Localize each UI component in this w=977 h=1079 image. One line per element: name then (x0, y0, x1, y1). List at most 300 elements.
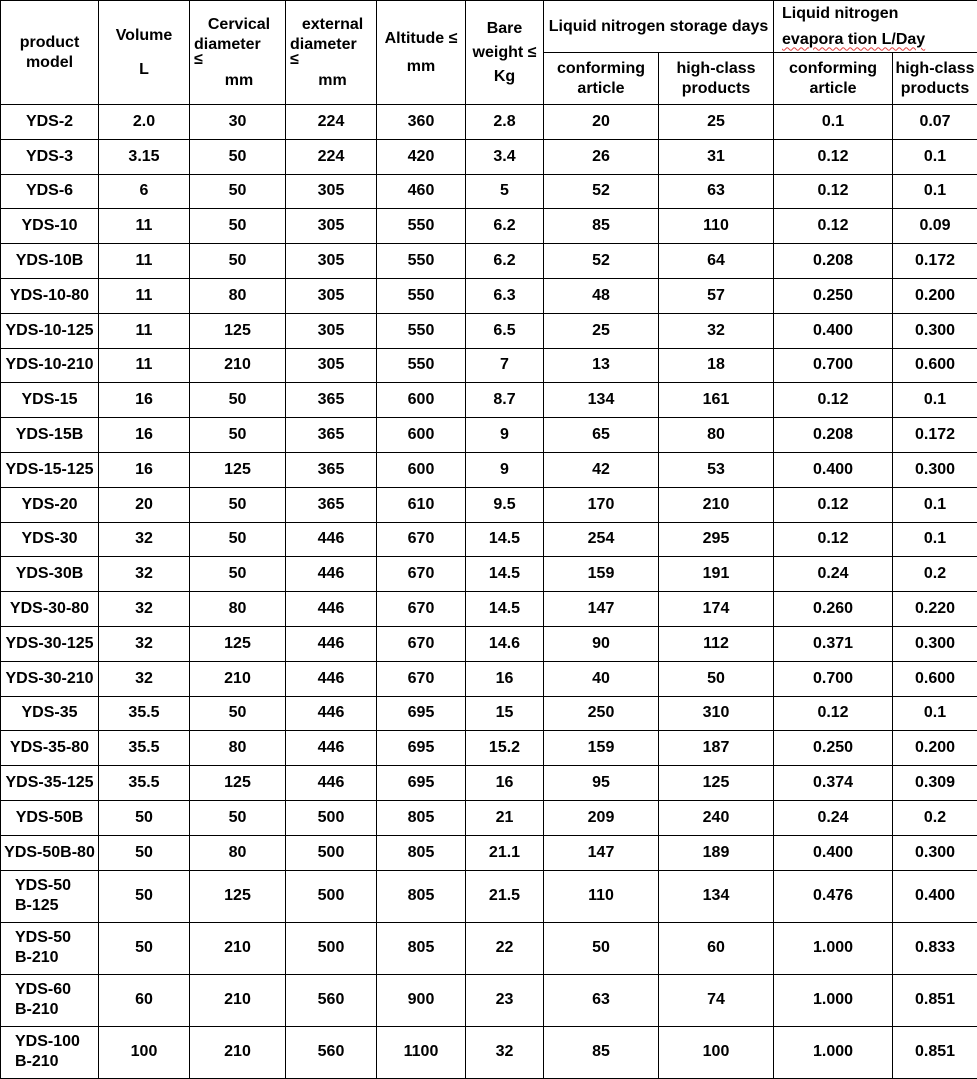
cell-weight: 9 (466, 418, 544, 453)
cell-evap-conforming: 0.400 (774, 452, 893, 487)
cell-cervical: 125 (190, 626, 286, 661)
cell-line: YDS-50 (15, 928, 97, 948)
cell-model: YDS-6 (1, 174, 99, 209)
cell-storage-high: 57 (659, 278, 774, 313)
cell-evap-conforming: 0.1 (774, 105, 893, 140)
cell-volume: 50 (99, 870, 190, 922)
cell-storage-conforming: 26 (544, 139, 659, 174)
cell-cervical: 50 (190, 209, 286, 244)
cell-external: 305 (286, 278, 377, 313)
table-row (1, 766, 977, 801)
cell-volume: 35.5 (99, 766, 190, 801)
cell-weight: 7 (466, 348, 544, 383)
cell-external: 305 (286, 209, 377, 244)
cell-storage-conforming: 250 (544, 696, 659, 731)
cell-evap-conforming: 0.208 (774, 418, 893, 453)
cell-evap-high: 0.07 (893, 105, 977, 140)
cell-model: YDS-30-80 (1, 592, 99, 627)
cell-evap-conforming: 0.12 (774, 383, 893, 418)
cell-storage-conforming: 110 (544, 870, 659, 922)
cell-evap-conforming: 0.12 (774, 487, 893, 522)
cell-evap-conforming: 0.12 (774, 522, 893, 557)
cell-cervical: 50 (190, 522, 286, 557)
cell-storage-conforming: 147 (544, 592, 659, 627)
cell-evap-high: 0.09 (893, 209, 977, 244)
cell-volume: 11 (99, 244, 190, 279)
table-row (1, 1026, 977, 1078)
cell-altitude: 420 (377, 139, 466, 174)
cell-storage-conforming: 40 (544, 661, 659, 696)
cell-model: YDS-3 (1, 139, 99, 174)
cell-storage-conforming: 85 (544, 209, 659, 244)
cell-external: 500 (286, 870, 377, 922)
cell-storage-high: 18 (659, 348, 774, 383)
cell-model: YDS-15B (1, 418, 99, 453)
cell-weight: 14.5 (466, 557, 544, 592)
cell-external: 446 (286, 766, 377, 801)
cell-weight: 16 (466, 661, 544, 696)
cell-model (1, 1026, 99, 1078)
cell-weight: 16 (466, 766, 544, 801)
cell-altitude: 600 (377, 418, 466, 453)
header-evaporation: Liquid nitrogen evapora tion L/Day (774, 1, 977, 53)
cell-weight: 21 (466, 800, 544, 835)
cell-volume: 11 (99, 313, 190, 348)
header-evap-high-class: high-class products (893, 53, 977, 105)
cell-evap-conforming: 0.24 (774, 800, 893, 835)
cell-external: 224 (286, 105, 377, 140)
cell-cervical: 125 (190, 766, 286, 801)
cell-model: YDS-35 (1, 696, 99, 731)
cell-model: YDS-10 (1, 209, 99, 244)
cell-cervical: 50 (190, 418, 286, 453)
cell-volume: 2.0 (99, 105, 190, 140)
cell-evap-high: 0.2 (893, 800, 977, 835)
cell-storage-high: 191 (659, 557, 774, 592)
header-storage-conforming: conforming article (544, 53, 659, 105)
cell-storage-high: 53 (659, 452, 774, 487)
cell-external: 365 (286, 487, 377, 522)
cell-external: 305 (286, 174, 377, 209)
cell-storage-high: 74 (659, 974, 774, 1026)
cell-storage-conforming: 20 (544, 105, 659, 140)
cell-storage-conforming: 52 (544, 174, 659, 209)
cell-volume: 32 (99, 661, 190, 696)
cell-volume: 35.5 (99, 696, 190, 731)
header-evap-conforming: conforming article (774, 53, 893, 105)
cell-altitude: 805 (377, 922, 466, 974)
cell-storage-conforming: 48 (544, 278, 659, 313)
cell-evap-conforming: 1.000 (774, 974, 893, 1026)
cell-weight: 15.2 (466, 731, 544, 766)
cell-weight: 9.5 (466, 487, 544, 522)
header-storage-high-class: high-class products (659, 53, 774, 105)
cell-storage-conforming: 90 (544, 626, 659, 661)
cell-storage-conforming: 42 (544, 452, 659, 487)
table-row (1, 922, 977, 974)
cell-evap-high: 0.600 (893, 348, 977, 383)
cell-storage-high: 32 (659, 313, 774, 348)
cell-weight: 6.2 (466, 209, 544, 244)
cell-evap-high: 0.300 (893, 626, 977, 661)
cell-altitude: 805 (377, 835, 466, 870)
cell-cervical: 210 (190, 1026, 286, 1078)
cell-evap-high: 0.833 (893, 922, 977, 974)
cell-evap-high: 0.1 (893, 696, 977, 731)
cell-volume: 16 (99, 418, 190, 453)
header-external-diameter: external diameter ≤ mm (286, 1, 377, 105)
cell-cervical: 50 (190, 174, 286, 209)
cell-evap-high: 0.300 (893, 835, 977, 870)
cell-storage-high: 63 (659, 174, 774, 209)
table-row (1, 626, 977, 661)
cell-external: 500 (286, 835, 377, 870)
cell-volume: 60 (99, 974, 190, 1026)
cell-evap-conforming: 0.250 (774, 731, 893, 766)
table-row (1, 244, 977, 279)
cell-evap-conforming: 0.371 (774, 626, 893, 661)
header-bare-weight: Bare weight ≤ Kg (466, 1, 544, 105)
header-altitude: Altitude ≤ mm (377, 1, 466, 105)
cell-storage-high: 64 (659, 244, 774, 279)
cell-storage-high: 134 (659, 870, 774, 922)
table-row (1, 522, 977, 557)
cell-line: B-210 (15, 948, 97, 968)
table-row (1, 452, 977, 487)
cell-model: YDS-30B (1, 557, 99, 592)
cell-model: YDS-10-210 (1, 348, 99, 383)
cell-weight: 6.2 (466, 244, 544, 279)
cell-evap-high: 0.200 (893, 731, 977, 766)
cell-altitude: 695 (377, 731, 466, 766)
cell-evap-high: 0.1 (893, 139, 977, 174)
cell-altitude: 670 (377, 557, 466, 592)
cell-external: 446 (286, 522, 377, 557)
cell-cervical: 210 (190, 974, 286, 1026)
cell-model: YDS-35-80 (1, 731, 99, 766)
cell-storage-conforming: 147 (544, 835, 659, 870)
table-row (1, 418, 977, 453)
cell-cervical: 125 (190, 870, 286, 922)
table-row (1, 592, 977, 627)
cell-evap-conforming: 0.400 (774, 835, 893, 870)
cell-storage-conforming: 63 (544, 974, 659, 1026)
cell-volume: 16 (99, 452, 190, 487)
cell-weight: 9 (466, 452, 544, 487)
cell-evap-conforming: 0.400 (774, 313, 893, 348)
cell-evap-high: 0.200 (893, 278, 977, 313)
cell-model (1, 974, 99, 1026)
cell-altitude: 550 (377, 209, 466, 244)
cell-evap-conforming: 0.250 (774, 278, 893, 313)
cell-model: YDS-15-125 (1, 452, 99, 487)
cell-storage-conforming: 25 (544, 313, 659, 348)
cell-evap-conforming: 0.12 (774, 696, 893, 731)
cell-storage-conforming: 159 (544, 557, 659, 592)
cell-storage-conforming: 52 (544, 244, 659, 279)
cell-evap-conforming: 0.12 (774, 174, 893, 209)
cell-storage-high: 295 (659, 522, 774, 557)
cell-cervical: 50 (190, 383, 286, 418)
cell-line: YDS-100 (15, 1032, 97, 1052)
cell-evap-high: 0.600 (893, 661, 977, 696)
cell-storage-high: 210 (659, 487, 774, 522)
cell-altitude: 550 (377, 278, 466, 313)
cell-storage-conforming: 170 (544, 487, 659, 522)
cell-storage-conforming: 254 (544, 522, 659, 557)
cell-weight: 5 (466, 174, 544, 209)
cell-evap-conforming: 0.700 (774, 348, 893, 383)
cell-volume: 32 (99, 557, 190, 592)
cell-volume: 100 (99, 1026, 190, 1078)
cell-cervical: 50 (190, 800, 286, 835)
cell-storage-high: 174 (659, 592, 774, 627)
cell-evap-conforming: 0.12 (774, 209, 893, 244)
cell-weight: 6.3 (466, 278, 544, 313)
cell-altitude: 670 (377, 522, 466, 557)
cell-model (1, 922, 99, 974)
table-row (1, 731, 977, 766)
table-row (1, 139, 977, 174)
cell-line: YDS-50 (15, 876, 97, 896)
table-row (1, 209, 977, 244)
cell-volume: 20 (99, 487, 190, 522)
cell-storage-high: 110 (659, 209, 774, 244)
header-product-model: product model (1, 1, 99, 105)
cell-external: 365 (286, 452, 377, 487)
cell-evap-high: 0.400 (893, 870, 977, 922)
table-row (1, 313, 977, 348)
cell-volume: 35.5 (99, 731, 190, 766)
cell-evap-conforming: 1.000 (774, 1026, 893, 1078)
cell-cervical: 125 (190, 452, 286, 487)
cell-weight: 21.5 (466, 870, 544, 922)
cell-altitude: 600 (377, 383, 466, 418)
cell-cervical: 30 (190, 105, 286, 140)
cell-evap-high: 0.1 (893, 383, 977, 418)
cell-storage-conforming: 13 (544, 348, 659, 383)
cell-evap-high: 0.172 (893, 244, 977, 279)
header-cervical-diameter: Cervical diameter ≤ mm (190, 1, 286, 105)
cell-altitude: 1100 (377, 1026, 466, 1078)
table-row (1, 278, 977, 313)
cell-storage-high: 100 (659, 1026, 774, 1078)
cell-storage-conforming: 85 (544, 1026, 659, 1078)
cell-evap-high: 0.220 (893, 592, 977, 627)
cell-altitude: 360 (377, 105, 466, 140)
cell-cervical: 80 (190, 278, 286, 313)
cell-cervical: 80 (190, 592, 286, 627)
cell-weight: 22 (466, 922, 544, 974)
cell-cervical: 210 (190, 922, 286, 974)
cell-model: YDS-10-125 (1, 313, 99, 348)
cell-altitude: 550 (377, 244, 466, 279)
cell-cervical: 80 (190, 835, 286, 870)
table-row (1, 696, 977, 731)
cell-altitude: 805 (377, 870, 466, 922)
cell-line: B-125 (15, 896, 97, 916)
cell-cervical: 50 (190, 557, 286, 592)
cell-altitude: 900 (377, 974, 466, 1026)
cell-storage-high: 161 (659, 383, 774, 418)
cell-altitude: 550 (377, 348, 466, 383)
cell-model (1, 870, 99, 922)
cell-altitude: 670 (377, 661, 466, 696)
cell-evap-high: 0.851 (893, 974, 977, 1026)
cell-evap-high: 0.1 (893, 487, 977, 522)
cell-storage-high: 310 (659, 696, 774, 731)
cell-evap-high: 0.309 (893, 766, 977, 801)
cell-volume: 11 (99, 278, 190, 313)
cell-storage-high: 125 (659, 766, 774, 801)
cell-evap-high: 0.300 (893, 452, 977, 487)
table-body (1, 105, 977, 1079)
cell-cervical: 50 (190, 487, 286, 522)
cell-model: YDS-30-125 (1, 626, 99, 661)
cell-model: YDS-10B (1, 244, 99, 279)
cell-weight: 8.7 (466, 383, 544, 418)
cell-evap-high: 0.851 (893, 1026, 977, 1078)
cell-line: YDS-60 (15, 980, 97, 1000)
cell-external: 500 (286, 922, 377, 974)
cell-weight: 23 (466, 974, 544, 1026)
cell-line: B-210 (15, 1000, 97, 1020)
cell-altitude: 460 (377, 174, 466, 209)
cell-external: 560 (286, 1026, 377, 1078)
cell-model: YDS-50B-80 (1, 835, 99, 870)
cell-external: 365 (286, 383, 377, 418)
table-row (1, 348, 977, 383)
cell-cervical: 50 (190, 244, 286, 279)
cell-storage-conforming: 159 (544, 731, 659, 766)
cell-volume: 6 (99, 174, 190, 209)
table-row (1, 174, 977, 209)
cell-external: 305 (286, 348, 377, 383)
header-storage-days: Liquid nitrogen storage days (544, 1, 774, 53)
cell-external: 446 (286, 626, 377, 661)
table-row (1, 487, 977, 522)
cell-model: YDS-10-80 (1, 278, 99, 313)
cell-volume: 32 (99, 626, 190, 661)
cell-weight: 21.1 (466, 835, 544, 870)
table-header (1, 1, 977, 105)
table-row (1, 105, 977, 140)
cell-cervical: 210 (190, 661, 286, 696)
cell-weight: 2.8 (466, 105, 544, 140)
cell-weight: 14.6 (466, 626, 544, 661)
cell-volume: 32 (99, 592, 190, 627)
cell-altitude: 550 (377, 313, 466, 348)
cell-external: 305 (286, 244, 377, 279)
cell-storage-conforming: 134 (544, 383, 659, 418)
cell-storage-high: 112 (659, 626, 774, 661)
cell-altitude: 695 (377, 696, 466, 731)
cell-external: 224 (286, 139, 377, 174)
cell-cervical: 50 (190, 696, 286, 731)
cell-storage-high: 25 (659, 105, 774, 140)
table-row (1, 870, 977, 922)
cell-storage-high: 50 (659, 661, 774, 696)
cell-evap-conforming: 0.24 (774, 557, 893, 592)
cell-storage-high: 187 (659, 731, 774, 766)
cell-storage-conforming: 50 (544, 922, 659, 974)
cell-external: 365 (286, 418, 377, 453)
cell-evap-conforming: 0.700 (774, 661, 893, 696)
cell-evap-high: 0.172 (893, 418, 977, 453)
cell-volume: 11 (99, 209, 190, 244)
cell-evap-high: 0.1 (893, 522, 977, 557)
cell-storage-conforming: 65 (544, 418, 659, 453)
cell-evap-conforming: 0.12 (774, 139, 893, 174)
header-volume: Volume L (99, 1, 190, 105)
cell-altitude: 610 (377, 487, 466, 522)
cell-storage-high: 31 (659, 139, 774, 174)
cell-storage-high: 240 (659, 800, 774, 835)
cell-altitude: 695 (377, 766, 466, 801)
cell-volume: 50 (99, 800, 190, 835)
cell-model: YDS-20 (1, 487, 99, 522)
cell-model: YDS-30-210 (1, 661, 99, 696)
cell-volume: 16 (99, 383, 190, 418)
cell-volume: 50 (99, 835, 190, 870)
cell-weight: 32 (466, 1026, 544, 1078)
cell-model: YDS-50B (1, 800, 99, 835)
cell-external: 446 (286, 731, 377, 766)
cell-external: 446 (286, 661, 377, 696)
cell-model: YDS-30 (1, 522, 99, 557)
cell-line: B-210 (15, 1052, 97, 1072)
cell-weight: 14.5 (466, 592, 544, 627)
cell-evap-high: 0.300 (893, 313, 977, 348)
table-row (1, 835, 977, 870)
cell-storage-high: 60 (659, 922, 774, 974)
cell-model: YDS-15 (1, 383, 99, 418)
cell-altitude: 600 (377, 452, 466, 487)
cell-evap-conforming: 0.208 (774, 244, 893, 279)
cell-weight: 14.5 (466, 522, 544, 557)
cell-external: 560 (286, 974, 377, 1026)
table-row (1, 974, 977, 1026)
table-row (1, 800, 977, 835)
cell-model: YDS-2 (1, 105, 99, 140)
table-row (1, 557, 977, 592)
cell-volume: 3.15 (99, 139, 190, 174)
cell-model: YDS-35-125 (1, 766, 99, 801)
cell-cervical: 125 (190, 313, 286, 348)
cell-weight: 6.5 (466, 313, 544, 348)
cell-evap-conforming: 1.000 (774, 922, 893, 974)
cell-volume: 32 (99, 522, 190, 557)
cell-external: 446 (286, 592, 377, 627)
cell-storage-high: 189 (659, 835, 774, 870)
table-row (1, 383, 977, 418)
cell-evap-high: 0.1 (893, 174, 977, 209)
cell-volume: 50 (99, 922, 190, 974)
cell-storage-conforming: 95 (544, 766, 659, 801)
cell-storage-conforming: 209 (544, 800, 659, 835)
cell-evap-high: 0.2 (893, 557, 977, 592)
cell-evap-conforming: 0.476 (774, 870, 893, 922)
cell-altitude: 670 (377, 626, 466, 661)
cell-weight: 3.4 (466, 139, 544, 174)
cell-weight: 15 (466, 696, 544, 731)
cell-storage-high: 80 (659, 418, 774, 453)
cell-altitude: 670 (377, 592, 466, 627)
cell-evap-conforming: 0.374 (774, 766, 893, 801)
cell-external: 446 (286, 696, 377, 731)
cell-external: 500 (286, 800, 377, 835)
cell-cervical: 50 (190, 139, 286, 174)
